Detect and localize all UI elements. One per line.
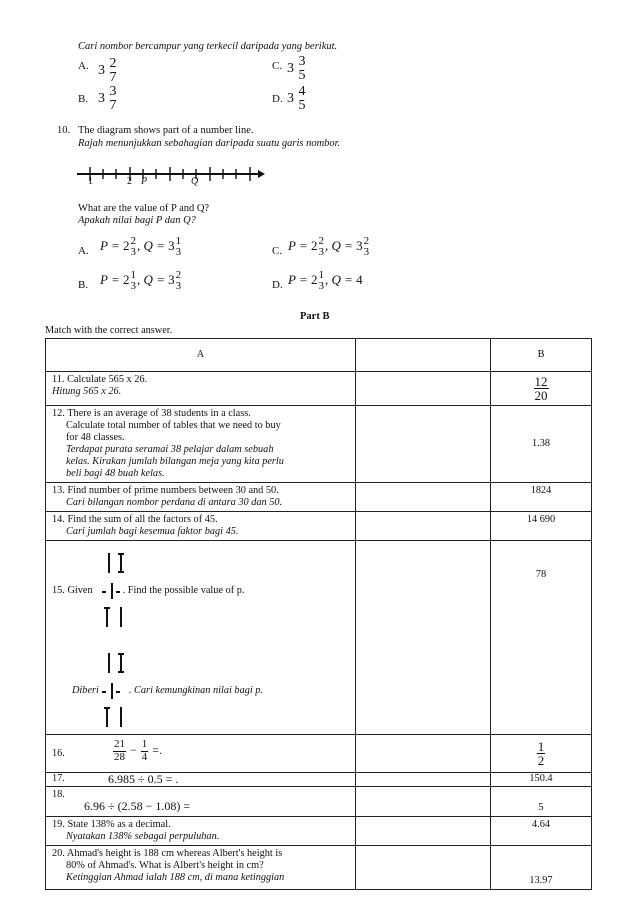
gap-cell [356, 339, 491, 372]
table-row [46, 787, 592, 817]
gap-cell [356, 512, 491, 541]
q10-option-b-value: P = 2 1 3 , Q = 3 2 3 [100, 269, 182, 292]
part-b-instruction: Match with the correct answer. [45, 325, 173, 336]
match-table [45, 338, 592, 890]
q9-option-c: C. [272, 60, 283, 72]
gap-cell [356, 846, 491, 890]
row-14-b: 14 690 [491, 512, 592, 541]
row-13-b: 1824 [491, 483, 592, 512]
q9-option-d: D. [272, 93, 283, 105]
row-16-a: 16. $\frac{21}{28}$ − $\frac{1}{4}$ =. [46, 735, 356, 773]
q9-option-c-value: 3 3 5 [287, 54, 306, 83]
table-row [46, 735, 592, 773]
q10-option-d-label: D. [272, 279, 283, 291]
row-19-b: 4.64 [491, 817, 592, 846]
q9-option-d-value: 3 4 5 [287, 84, 306, 113]
gap-cell [356, 817, 491, 846]
table-row [46, 372, 592, 406]
row-15-b: 78 [491, 541, 592, 735]
q10-option-b-label: B. [78, 279, 89, 291]
row-17-a: 17. 6.985 ÷ 0.5 = . [46, 773, 356, 787]
table-row [46, 846, 592, 890]
gap-cell [356, 787, 491, 817]
row-12-b: 1.38 [491, 406, 592, 483]
gap-cell [356, 483, 491, 512]
part-b-title: Part B [300, 311, 330, 322]
q10-option-d-value: P = 2 1 3 , Q = 4 [288, 269, 363, 292]
row-11-a: 11. Calculate 565 x 26. Hitung 565 x 26. [46, 372, 356, 406]
q10-option-c-label: C. [272, 245, 283, 257]
column-a-header: A [46, 339, 356, 372]
row-20-a: 20. Ahmad's height is 188 cm whereas Albert's height is 80% of Ahmad's. What is Albert's height in cm? Ketinggian Ahmad ialah 188 cm, di mana ketinggian [46, 846, 356, 890]
gap-cell [356, 372, 491, 406]
q10-question-en: What are the value of P and Q? [78, 203, 210, 214]
q10-malay: Rajah menunjukkan sebahagian daripada suatu garis nombor. [78, 138, 341, 149]
numberline-label-1: 1 [88, 176, 93, 187]
row-17-b: 150.4 [491, 773, 592, 787]
table-row [46, 541, 592, 735]
numberline-label-p: P [141, 176, 148, 187]
row-16-b: $\frac{1}{2}$ [491, 735, 592, 773]
gap-cell [356, 773, 491, 787]
numberline-label-q: Q [191, 176, 199, 187]
number-line [75, 162, 265, 190]
q10-option-a-label: A. [78, 245, 89, 257]
q9-option-b-value: 3 3 7 [98, 84, 117, 113]
table-row [46, 512, 592, 541]
row-18-b: 5 [491, 787, 592, 817]
row-15-diberi-text: Diberi . Cari kemungkinan nilai bagi p. [72, 685, 264, 696]
row-13-a: 13. Find number of prime numbers between 30 and 50. Cari bilangan nombor perdana di antara 30 dan 50. [46, 483, 356, 512]
gap-cell [356, 406, 491, 483]
q10-question-ms: Apakah nilai bagi P dan Q? [78, 215, 196, 226]
q10-english: The diagram shows part of a number line. [78, 125, 254, 136]
gap-cell [356, 541, 491, 735]
table-row [46, 773, 592, 787]
row-19-a: 19. State 138% as a decimal. Nyatakan 138% sebagai perpuluhan. [46, 817, 356, 846]
row-15-given-text: 15. Given . Find the possible value of p. [52, 585, 245, 596]
option-label: A. [78, 60, 89, 72]
table-row [46, 483, 592, 512]
table-row [46, 406, 592, 483]
row-20-b: 13.97 [491, 846, 592, 890]
row-18-a: 18. 6.96 ÷ (2.58 − 1.08) = [46, 787, 356, 817]
q9-option-a [78, 60, 89, 72]
table-header-row [46, 339, 592, 372]
q9-option-a-value: 3 2 7 [98, 56, 117, 85]
column-b-header: B [491, 339, 592, 372]
numberline-label-2: 2 [127, 176, 132, 187]
q10-option-c-value: P = 2 2 3 , Q = 3 2 3 [288, 235, 370, 258]
q10-number: 10. [57, 125, 71, 136]
gap-cell [356, 735, 491, 773]
q9-malay-text: Cari nombor bercampur yang terkecil daripada yang berikut. [78, 41, 338, 52]
row-14-a: 14. Find the sum of all the factors of 45. Cari jumlah bagi kesemua faktor bagi 45. [46, 512, 356, 541]
row-15-a [46, 541, 356, 735]
table-row [46, 817, 592, 846]
q9-option-b: B. [78, 93, 89, 105]
row-12-a: 12. There is an average of 38 students in a class. Calculate total number of tables that we need to buy for 48 classes. Terdapat purata seramai 38 pelajar dalam sebuah kelas. Kirakan jumlah bilangan meja yang kita perlu beli bagi 48 buah kelas. [46, 406, 356, 483]
row-11-b: $\frac{12}{20}$ [491, 372, 592, 406]
q10-option-a-value: P = 2 2 3 , Q = 3 1 3 [100, 235, 182, 258]
